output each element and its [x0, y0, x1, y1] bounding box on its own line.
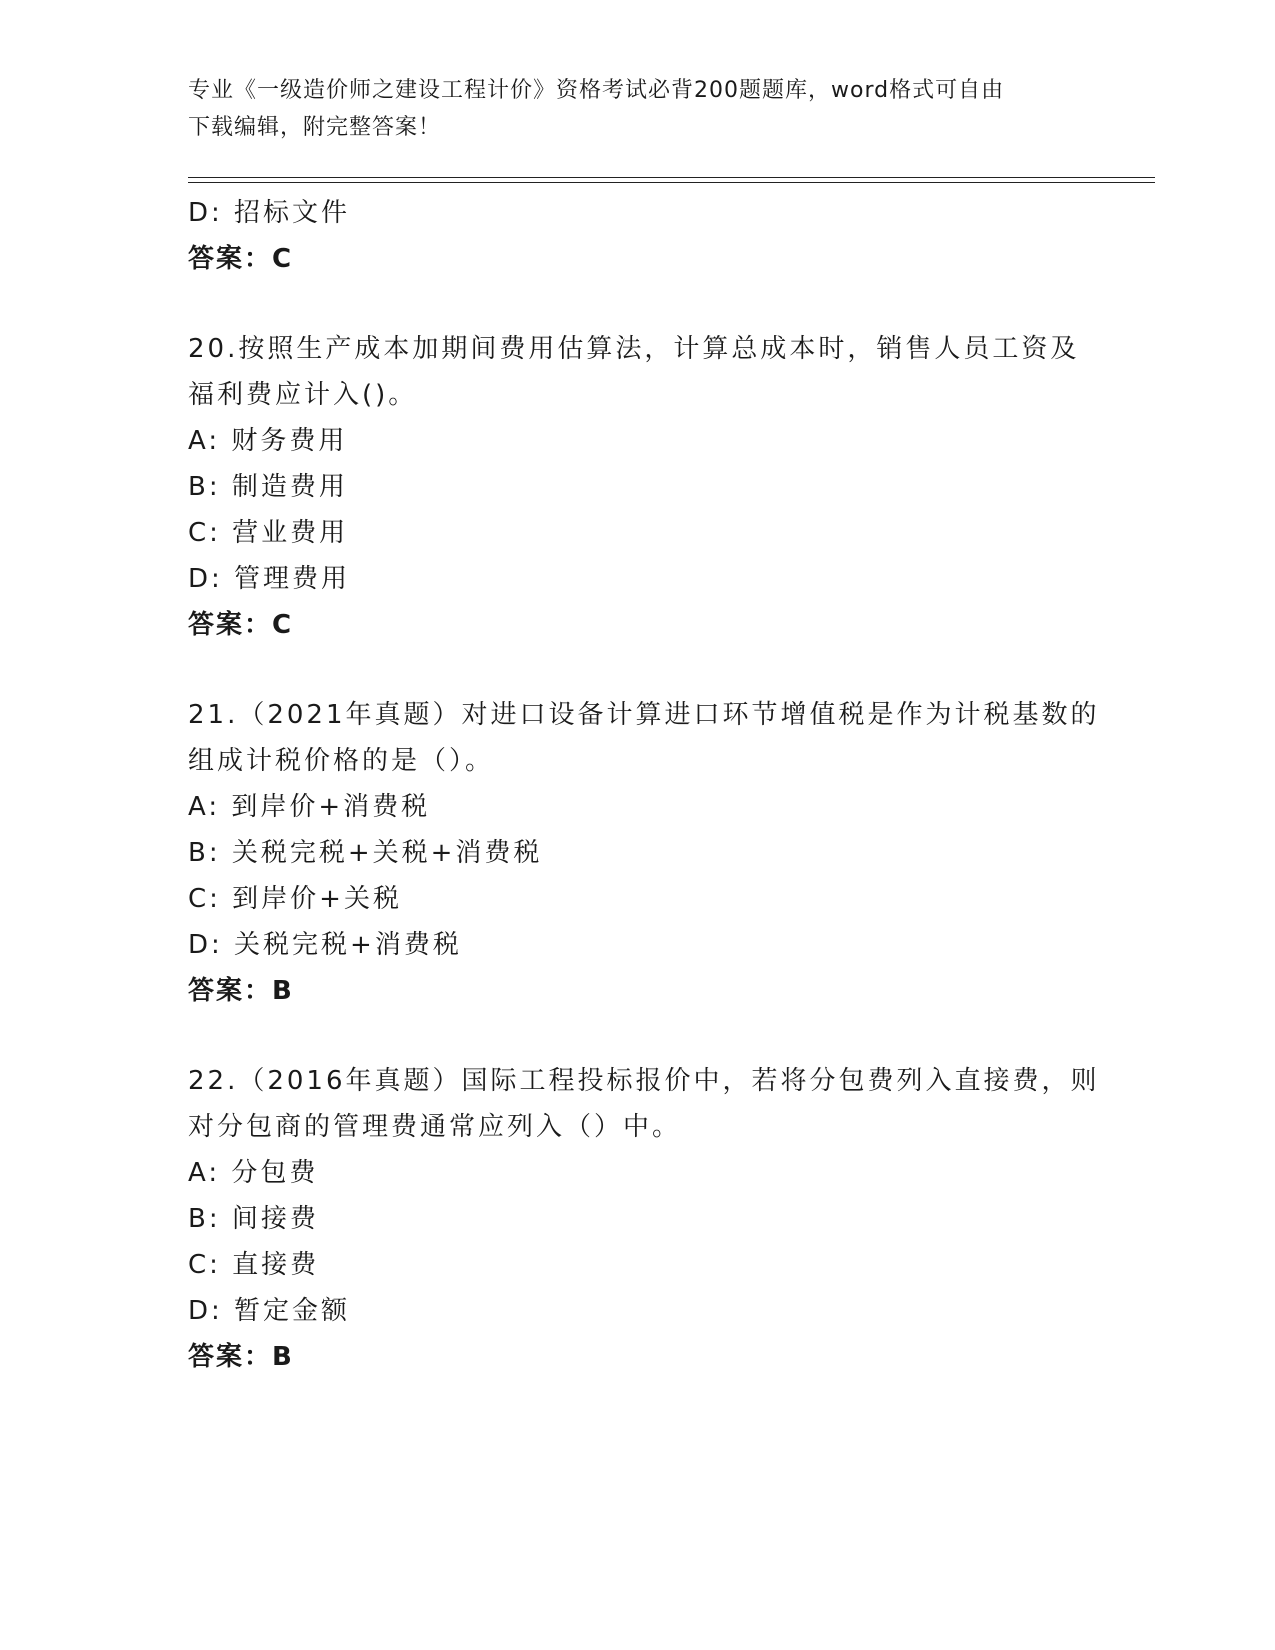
question-stem: 组成计税价格的是（）。 [188, 746, 495, 776]
option-a: A: 财务费用 [188, 426, 348, 456]
header-line-2: 下载编辑，附完整答案！ [188, 115, 442, 140]
header-line-1: 专业《一级造价师之建设工程计价》资格考试必背200题题库，word格式可自由 [188, 78, 1005, 103]
option-b: B: 间接费 [188, 1204, 319, 1234]
question-20 [188, 326, 1118, 648]
answer: 答案：C [188, 244, 294, 274]
option-d: D: 招标文件 [188, 198, 351, 228]
question-stem: 对分包商的管理费通常应列入（）中。 [188, 1112, 682, 1142]
option-c: C: 营业费用 [188, 518, 349, 548]
option-c: C: 直接费 [188, 1250, 320, 1280]
question-22 [188, 1058, 1118, 1380]
question-stem: 21.（2021年真题）对进口设备计算进口环节增值税是作为计税基数的 [188, 700, 1100, 730]
option-d: D: 暂定金额 [188, 1296, 351, 1326]
option-c: C: 到岸价+关税 [188, 884, 402, 914]
option-b: B: 制造费用 [188, 472, 348, 502]
option-b: B: 关税完税+关税+消费税 [188, 838, 543, 868]
header-double-rule [188, 177, 1155, 183]
spacer [188, 648, 1118, 692]
option-a: A: 分包费 [188, 1158, 319, 1188]
question-stem: 22.（2016年真题）国际工程投标报价中，若将分包费列入直接费，则 [188, 1066, 1100, 1096]
question-21 [188, 692, 1118, 1014]
answer: 答案：C [188, 610, 294, 640]
answer: 答案：B [188, 976, 294, 1006]
option-d: D: 关税完税+消费税 [188, 930, 462, 960]
question-stem: 20.按照生产成本加期间费用估算法，计算总成本时，销售人员工资及 [188, 334, 1080, 364]
question-list [188, 190, 1118, 1380]
option-a: A: 到岸价+消费税 [188, 792, 431, 822]
question-stem: 福利费应计入()。 [188, 380, 418, 410]
spacer [188, 1014, 1118, 1058]
answer: 答案：B [188, 1342, 294, 1372]
previous-question-tail [188, 190, 1118, 282]
page-header [188, 72, 1068, 146]
spacer [188, 282, 1118, 326]
option-d: D: 管理费用 [188, 564, 351, 594]
